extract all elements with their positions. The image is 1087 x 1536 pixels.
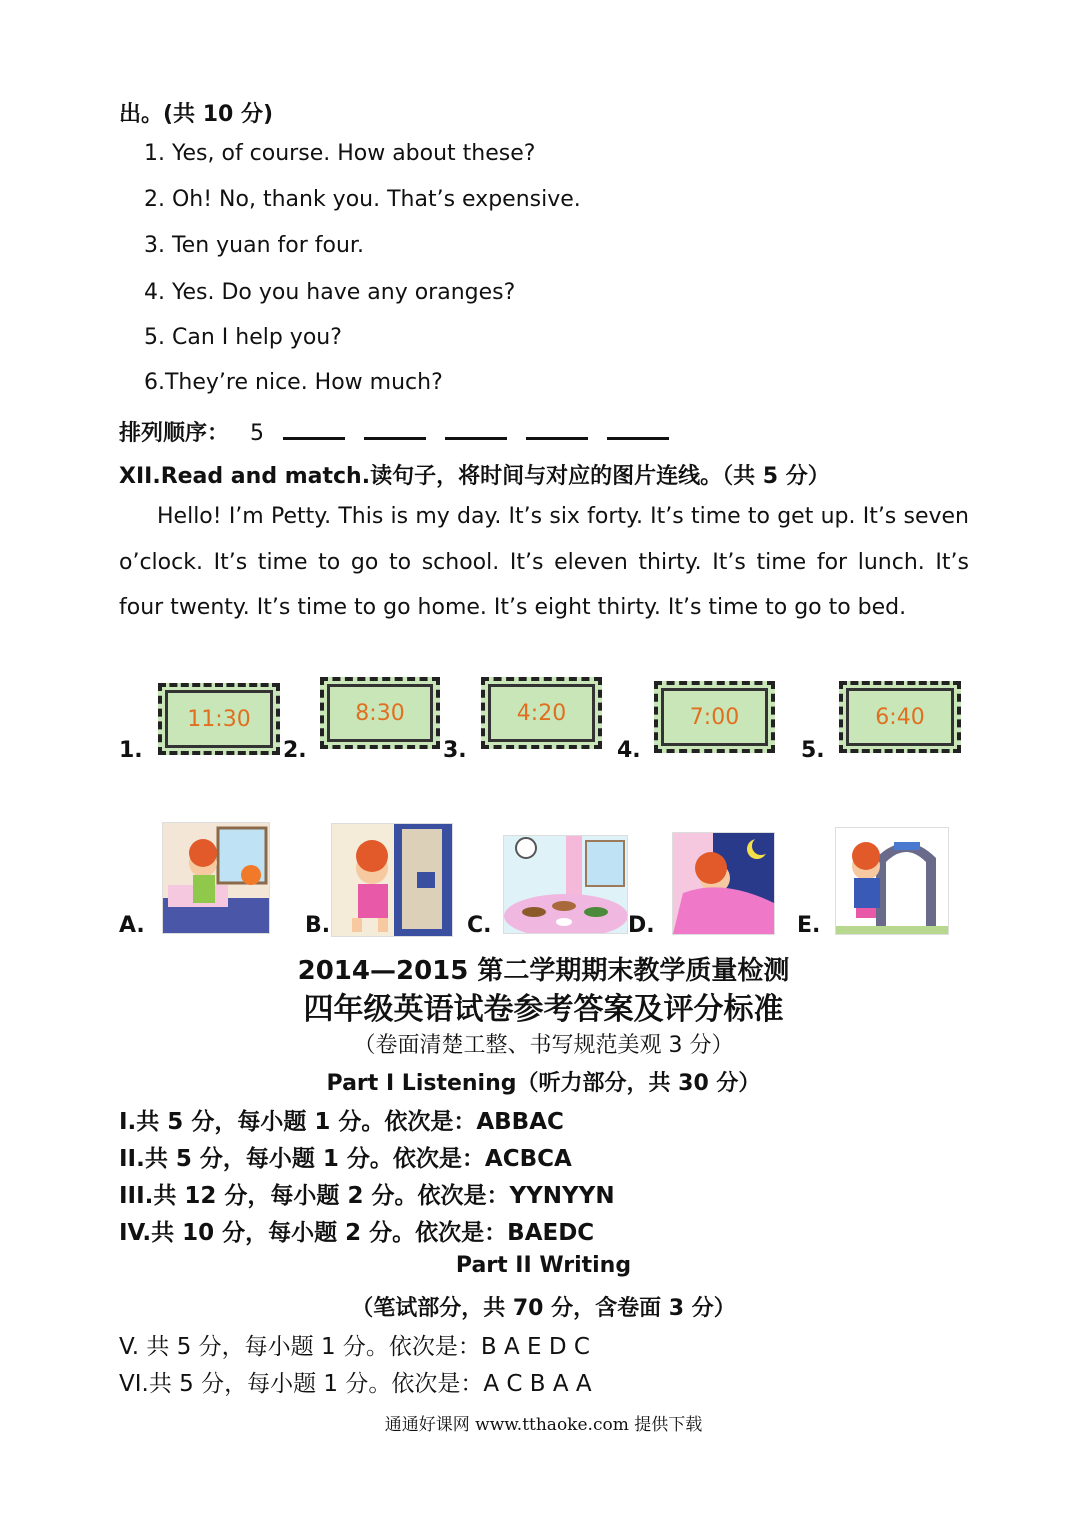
answer-line: II.共 5 分，每小题 1 分。依次是：ACBCA: [119, 1146, 572, 1172]
section-12-title: XII.Read and match.读句子，将时间与对应的图片连线。（共 5 分）: [119, 464, 830, 489]
picture-letter: C.: [467, 913, 492, 938]
footer-source: 通通好课网 www.tthaoke.com 提供下载: [384, 1415, 703, 1435]
picture-letter: E.: [797, 913, 821, 938]
answer-line: III.共 12 分，每小题 2 分。依次是：YYNYYN: [119, 1183, 615, 1209]
order-blank[interactable]: [283, 419, 345, 440]
girl-going-home-icon: [331, 823, 453, 937]
order-blank[interactable]: [364, 419, 426, 440]
clock-number: 4.: [617, 738, 641, 763]
answer-line: I.共 5 分，每小题 1 分。依次是：ABBAC: [119, 1109, 564, 1135]
girl-going-to-school-icon: [835, 827, 949, 935]
clock-card: [320, 677, 440, 749]
clock-time: 8:30: [355, 701, 405, 726]
clock-number: 3.: [443, 738, 467, 763]
clock-card: [158, 683, 280, 755]
clock-card: [839, 681, 961, 753]
clock-number: 2.: [283, 738, 307, 763]
dialogue-sentence-6: 6.They’re nice. How much?: [144, 370, 443, 395]
answers-title-main: 四年级英语试卷参考答案及评分标准: [303, 992, 784, 1027]
clock-card: [481, 677, 602, 749]
answers-title-year: 2014—2015 第二学期期末教学质量检测: [297, 956, 790, 986]
dialogue-sentence-3: 3. Ten yuan for four.: [144, 233, 364, 258]
answer-line: V. 共 5 分，每小题 1 分。依次是：B A E D C: [119, 1334, 590, 1360]
order-blank[interactable]: [445, 419, 507, 440]
clock-time: 7:00: [689, 705, 740, 730]
part1-heading: Part I Listening（听力部分，共 30 分）: [326, 1071, 761, 1096]
girl-sleeping-icon: [672, 832, 775, 935]
dialogue-sentence-1: 1. Yes, of course. How about these?: [144, 141, 536, 166]
part2-heading: Part II Writing: [455, 1253, 632, 1278]
dialogue-sentence-5: 5. Can I help you?: [144, 325, 342, 350]
picture-letter: B.: [305, 913, 331, 938]
clock-number: 1.: [119, 738, 143, 763]
order-label: 排列顺序：: [119, 421, 230, 446]
picture-letter: A.: [119, 913, 145, 938]
lunch-table-icon: [503, 835, 628, 934]
clock-card: [654, 681, 775, 753]
girl-getting-up-icon: [162, 822, 270, 934]
order-first: 5: [250, 421, 265, 446]
answer-line: VI.共 5 分，每小题 1 分。依次是：A C B A A: [119, 1371, 592, 1397]
section-heading-continued: 出。(共 10 分): [119, 102, 274, 127]
clock-time: 11:30: [187, 707, 251, 732]
reading-passage: Hello! I’m Petty. This is my day. It’s six forty. It’s time to get up. It’s seven o’clock. It’s time to go to school. It’s eleven thirty. It’s time for lunch. It’s four twenty. It’s time to go home. It’s eight thirty. It’s time to go to bed.: [119, 504, 969, 620]
dialogue-sentence-2: 2. Oh! No, thank you. That’s expensive.: [144, 187, 581, 212]
answer-line: IV.共 10 分，每小题 2 分。依次是：BAEDC: [119, 1220, 595, 1246]
clock-time: 4:20: [516, 701, 567, 726]
part2-note: （笔试部分，共 70 分，含卷面 3 分）: [351, 1296, 736, 1321]
answers-note: （卷面清楚工整、书写规范美观 3 分）: [353, 1033, 734, 1058]
dialogue-sentence-4: 4. Yes. Do you have any oranges?: [144, 280, 516, 305]
picture-letter: D.: [628, 913, 655, 938]
clock-number: 5.: [801, 738, 825, 763]
order-blank[interactable]: [526, 419, 588, 440]
order-row: [119, 416, 669, 447]
order-blank[interactable]: [607, 419, 669, 440]
clock-time: 6:40: [875, 705, 925, 730]
